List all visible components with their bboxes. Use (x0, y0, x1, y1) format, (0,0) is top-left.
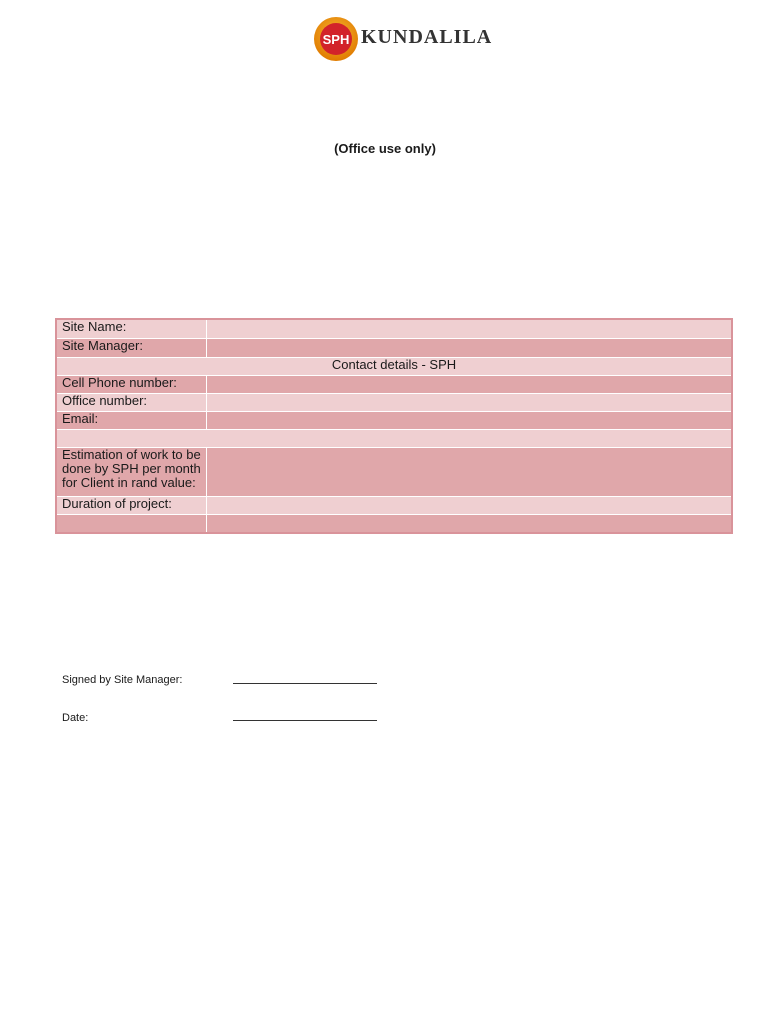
site-manager-label: Site Manager: (56, 339, 207, 358)
form-row-office-number (56, 394, 732, 412)
form-row-estimation (56, 448, 732, 497)
logo-brand-text: KUNDALILA (361, 26, 493, 48)
form-row-email (56, 412, 732, 430)
form-row-site-name (56, 319, 732, 339)
form-row-site-manager (56, 339, 732, 358)
email-label: Email: (56, 412, 207, 430)
estimation-field[interactable] (207, 448, 733, 497)
site-name-label: Site Name: (56, 319, 207, 339)
sph-seal-icon (313, 16, 359, 62)
office-number-field[interactable] (207, 394, 733, 412)
contact-details-heading: Contact details - SPH (56, 358, 732, 376)
date-line[interactable] (233, 720, 377, 721)
site-name-field[interactable] (207, 319, 733, 339)
blank-value-cell[interactable] (207, 515, 733, 534)
estimation-label: Estimation of work to be done by SPH per month for Client in rand value: (56, 448, 207, 497)
blank-label-cell (56, 515, 207, 534)
duration-label: Duration of project: (56, 497, 207, 515)
form-row-duration (56, 497, 732, 515)
email-field[interactable] (207, 412, 733, 430)
signature-line[interactable] (233, 683, 377, 684)
duration-field[interactable] (207, 497, 733, 515)
form-row-blank (56, 515, 732, 534)
site-details-form (55, 318, 733, 534)
company-logo (313, 16, 493, 64)
spacer-cell (56, 430, 732, 448)
office-number-label: Office number: (56, 394, 207, 412)
form-row-cell-phone (56, 376, 732, 394)
cell-phone-label: Cell Phone number: (56, 376, 207, 394)
date-label: Date: (62, 712, 89, 724)
form-row-spacer (56, 430, 732, 448)
svg-text:SPH: SPH (322, 32, 350, 47)
office-use-label: (Office use only) (334, 141, 436, 156)
site-manager-field[interactable] (207, 339, 733, 358)
form-row-contact-heading (56, 358, 732, 376)
signed-by-label: Signed by Site Manager: (62, 674, 183, 686)
cell-phone-field[interactable] (207, 376, 733, 394)
